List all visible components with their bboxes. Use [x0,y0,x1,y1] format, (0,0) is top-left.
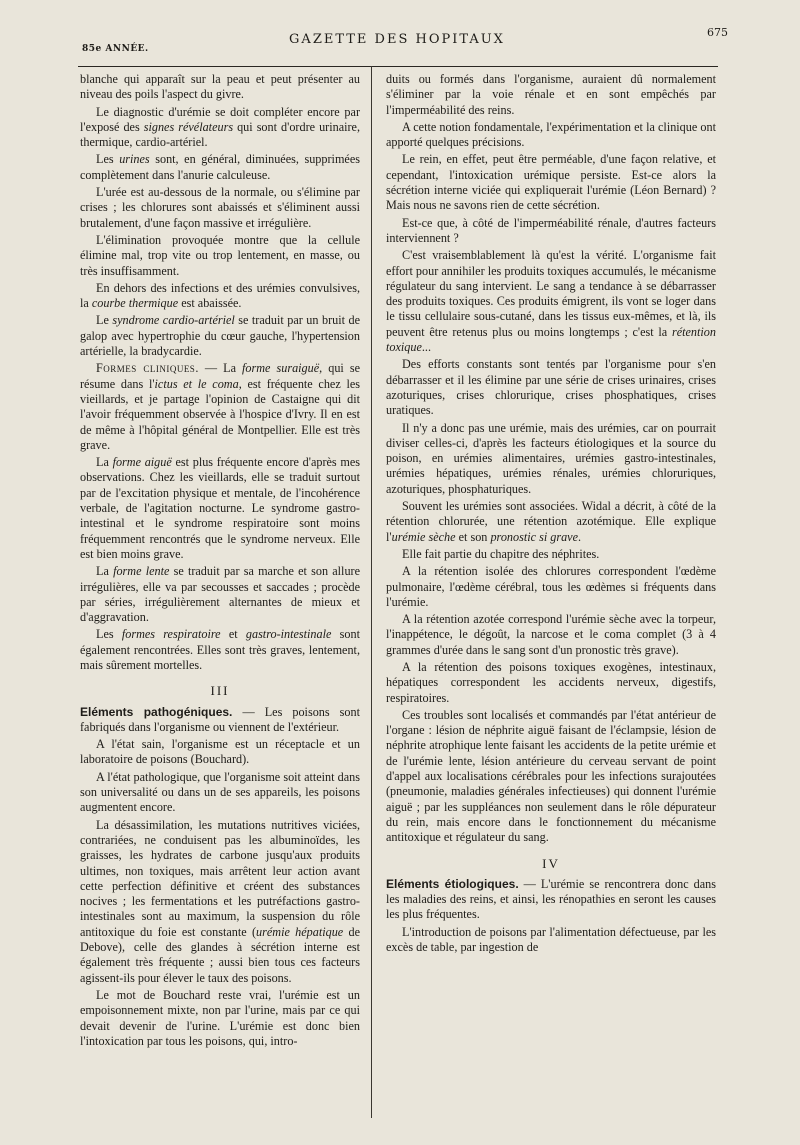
paragraph: Est-ce que, à côté de l'imperméabilité rénale, d'autres facteurs interviennent ? [386,215,716,245]
paragraph: Formes cliniques. — La forme suraiguë, qui se résume dans l'ictus et le coma, est fréquente chez les vieillards, et je partage l'opinion de Castaigne qui dit l'avoir fréquemment observée à l'hospice d'Ivry. Il en est de même à l'hôpital général de Montpellier. Elle est très grave. [80,361,360,452]
header-rule [78,66,718,67]
paragraph: Les urines sont, en général, diminuées, supprimées complètement dans l'anurie calculeuse. [80,152,360,182]
paragraph: L'urée est au-dessous de la normale, ou s'élimine par crises ; les chlorures sont abaissés et s'éliminent aussi brutalement, d'une façon massive et irrégulière. [80,185,360,230]
paragraph: L'élimination provoquée montre que la cellule élimine mal, trop vite ou trop lentement, en masse, ou très insuffisamment. [80,232,360,278]
right-column [386,72,716,957]
paragraph: Le diagnostic d'urémie se doit compléter encore par l'exposé des signes révélateurs qui sont d'ordre urinaire, thermique, cardio-artériel. [80,104,361,150]
paragraph: blanche qui apparaît sur la peau et peut présenter au niveau des poils l'aspect du givre. [80,72,360,102]
paragraph: Il n'y a donc pas une urémie, mais des urémies, car on pourrait diviser celles-ci, d'après les facteurs étiologiques et la source du poison, en urémies alimentaires, urémies gastro-intestinales, urémies hépatiques, urémies rénales, urémies chloruriques, azoturiques, phosphaturiques. [386,420,716,496]
page-number: 675 [707,26,728,39]
section-heading: Eléments étiologiques. [386,876,519,891]
paragraph: L'introduction de poisons par l'alimentation défectueuse, par les excès de table, par ingestion de [386,924,716,955]
paragraph: A la rétention azotée correspond l'urémie sèche avec la torpeur, l'inappétence, le dégoût, la narcose et le coma complet (3 à 4 grammes d'urée dans le sang sont d'un pronostic très grave). [386,612,716,657]
paragraph: C'est vraisemblablement là qu'est la vérité. L'organisme fait effort pour annihiler les produits toxiques accumulés, le mécanisme régulateur du sang intervient. Le sang a tendance à se débarrasser des produits toxiques. Ces produits émigrent, ils vont se loger dans le tissu cellulaire sous-cutané, dans les tissus eux-mêmes, et là, ils peuvent être retenus plus ou moins longtemps ; c'est la rétention toxique... [386,248,716,355]
paragraph: Le rein, en effet, peut être perméable, d'une façon relative, et cependant, l'intoxication urémique persiste. Est-ce alors la sécrétion interne viciée qui expliquerait l'urémie (Léon Bernard) ? Mais nous ne savons rien de cette sécrétion. [386,152,716,213]
column-divider [371,66,372,1118]
paragraph: Elle fait partie du chapitre des néphrites. [402,546,600,561]
section-number: IV [542,855,560,871]
section-number: III [210,683,230,699]
paragraph: A la rétention isolée des chlorures correspondent l'œdème pulmonaire, l'œdème cérébral, tous les œdèmes si fréquents dans l'urémie. [386,564,716,609]
section-heading: Eléments pathogéniques. [80,704,233,719]
paragraph: Le syndrome cardio-artériel se traduit par un bruit de galop avec hypertrophie du cœur gauche, l'hypertension artérielle, la bradycardie. [80,313,360,359]
journal-title: GAZETTE DES HOPITAUX [289,32,505,47]
issue-year: 85e ANNÉE. [82,44,149,54]
paragraph: La forme lente se traduit par sa marche et son allure irrégulières, elle va par secousses et saccades ; procède par séries, irrégulièrement alternantes de mieux et d'aggravation. [80,564,360,625]
paragraph: La désassimilation, les mutations nutritives viciées, contrariées, ne conduisent pas les albuminoïdes, les graisses, les hydrates de carbone jusqu'aux produits ultimes, non toxiques, mais arrêtent leur action avant cette perfection définitive et créent des substances nocives ; les fermentations et les putréfactions gastro-intestinales sont au maximum, la suspension du rôle antitoxique du foie est constante (urémie hépatique de Debove), celle des glandes à sécrétion interne est également très fréquente ; aussi bien tous ces facteurs agissent-ils pour élever le taux des poisons. [80,817,360,985]
paragraph: Eléments pathogéniques. — Les poisons sont fabriqués dans l'organisme ou viennent de l'extérieur. [80,704,361,734]
paragraph: A l'état pathologique, que l'organisme soit atteint dans son universalité ou dans un de ses appareils, les poisons augmentent encore. [80,769,360,815]
paragraph: A l'état sain, l'organisme est un réceptacle et un laboratoire de poisons (Bouchard). [80,737,360,767]
paragraph: En dehors des infections et des urémies convulsives, la courbe thermique est abaissée. [80,280,360,311]
paragraph: A la rétention des poisons toxiques exogènes, intestinaux, hépatiques correspondent les accidents nerveux, digestifs, respiratoires. [386,659,716,705]
paragraph: Eléments étiologiques. — L'urémie se rencontrera donc dans les maladies des reins, et ainsi, les rénopathies en seront les causes les plus fréquentes. [386,876,716,922]
paragraph: Le mot de Bouchard reste vrai, l'urémie est un empoisonnement mixte, non par l'urine, mais par ce qui devait devenir de l'urine. L'urémie est donc bien l'intoxication par tous les poisons, qui, intro- [80,987,360,1048]
paragraph: Souvent les urémies sont associées. Widal a décrit, à côté de la rétention chlorurée, une rétention azotémique. Elle explique l'urémie sèche et son pronostic si grave. [386,499,716,544]
paragraph: Les formes respiratoire et gastro-intestinale sont également rencontrées. Elles sont très graves, lentement, mais sûrement mortelles. [80,627,360,672]
left-column [80,72,360,1051]
page-header [72,26,728,56]
paragraph: Ces troubles sont localisés et commandés par l'état antérieur de l'organe : lésion de néphrite aiguë faisant de l'éclampsie, lésion de néphrite atrophique lente faisant les accidents de la petite urémie et de l'urémie lente, lésion antérieure du cerveau servant de point d'appel aux localisations cérébrales pour les infections surajoutées (pneumonie, maladies générales infectieuses) qui donnent l'urémie aiguë ; par les suppléances non seulement dans le rôle dépurateur du rein, mais encore dans le fonctionnement du mécanisme antitoxique et régulateur du sang. [386,707,716,845]
paragraph: A cette notion fondamentale, l'expérimentation et la clinique ont apporté quelques précisions. [386,119,716,150]
paragraph: Des efforts constants sont tentés par l'organisme pour s'en débarrasser et il les élimine par une série de crises urinaires, crises azoturiques, crises chlorurique, crises phosphatiques, crises uratiques. [386,357,716,418]
paragraph: La forme aiguë est plus fréquente encore d'après mes observations. Chez les vieillards, elle se traduit surtout par de l'excitation physique et mentale, de l'incohérence verbale, de l'agitation nocturne. Le syndrome gastro-intestinal et le syndrome respiratoire sont moins fréquemment rencontrés que le syndrome nerveux. Elle est bien moins grave. [80,455,360,561]
paragraph: duits ou formés dans l'organisme, auraient dû normalement s'éliminer par la voie rénale et en sont empêchés par l'imperméabilité des reins. [386,72,716,117]
